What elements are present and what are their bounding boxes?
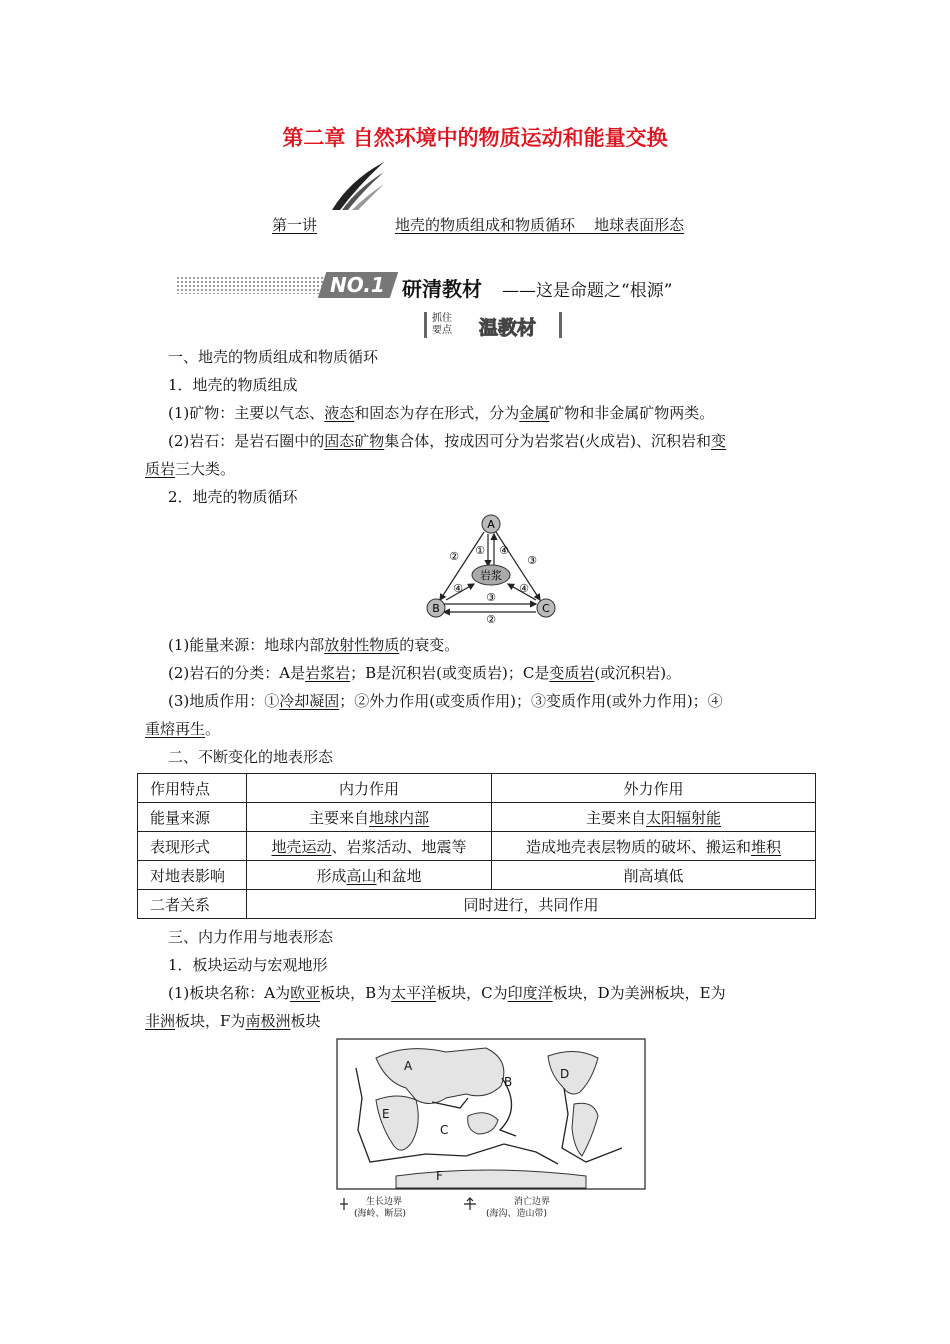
plate-label-c: C: [440, 1123, 449, 1137]
table-row: [138, 803, 816, 832]
table-cell: 造成地壳表层物质的破坏、搬运和堆积: [492, 832, 816, 861]
energy-line: (1)能量来源：地球内部放射性物质的衰变。: [168, 636, 460, 654]
plate-label-a: A: [404, 1059, 413, 1073]
table-header-cell: 作用特点: [138, 774, 247, 803]
row-label: 能量来源: [138, 803, 247, 832]
section3-sub1: 1．板块运动与宏观地形: [168, 956, 328, 974]
plate-label-b: B: [504, 1075, 513, 1089]
growth-boundary-icon: [340, 1198, 348, 1210]
banner-main: 研清教材: [402, 277, 482, 301]
table-row: [138, 832, 816, 861]
tag-frame: [424, 312, 562, 338]
section1-sub2: 2．地壳的物质循环: [168, 488, 298, 506]
section1-heading: 一、地壳的物质组成和物质循环: [168, 348, 379, 366]
table-header-cell: 内力作用: [247, 774, 492, 803]
lecture-topic: 地壳的物质组成和物质循环 地球表面形态: [395, 216, 685, 234]
section1-sub1: 1．地壳的物质组成: [168, 376, 298, 394]
table-cell: 主要来自太阳辐射能: [492, 803, 816, 832]
arrow-label: ②: [449, 550, 459, 563]
table-row: [138, 774, 816, 803]
arrow-label: ②: [486, 613, 496, 624]
node-a-label: A: [487, 518, 495, 531]
row-label: 表现形式: [138, 832, 247, 861]
node-b-label: B: [432, 602, 440, 615]
antarctica-land: [396, 1170, 586, 1188]
lecture-number: 第一讲: [272, 216, 318, 234]
rock-cycle-diagram: [418, 512, 566, 624]
plates-line-1: (1)板块名称：A为欧亚板块，B为太平洋板块，C为印度洋板块，D为美洲板块，E为: [168, 984, 726, 1002]
banner-sub: ——这是命题之“根源”: [502, 281, 673, 301]
plates-line-2: 非洲板块，F为南极洲板块: [145, 1012, 321, 1030]
legend-growth-note: (海岭、断层): [354, 1209, 407, 1219]
table-cell: 主要来自地球内部: [247, 803, 492, 832]
process-line-1: (3)地质作用：①冷却凝固；②外力作用(或变质作用)；③变质作用(或外力作用)；④: [168, 692, 723, 710]
table-header-cell: 外力作用: [492, 774, 816, 803]
minerals-line: (1)矿物：主要以气态、液态和固态为存在形式，分为金属矿物和非金属矿物两类。: [168, 404, 715, 422]
legend-growth-title: 生长边界: [366, 1197, 403, 1207]
magma-label: 岩浆: [480, 569, 502, 582]
arrow-label: ④: [453, 582, 463, 595]
table-cell: 削高填低: [492, 861, 816, 890]
rocks-line-1: (2)岩石：是岩石圈中的固态矿物集合体，按成因可分为岩浆岩(火成岩)、沉积岩和变: [168, 432, 726, 450]
table-cell: 地壳运动、岩浆活动、地震等: [247, 832, 492, 861]
map-legend: [340, 1195, 550, 1219]
plate-map: [336, 1038, 646, 1220]
table-row: [138, 861, 816, 890]
section2-heading: 二、不断变化的地表形态: [168, 748, 334, 766]
swoosh-decoration-icon: [330, 160, 386, 212]
table-cell: 同时进行，共同作用: [247, 890, 816, 919]
subduction-boundary-icon: [464, 1198, 476, 1210]
tag-big: 温教材: [479, 317, 537, 339]
tag-small-bottom: 要点: [432, 325, 452, 336]
legend-subduction-title: 消亡边界: [514, 1197, 551, 1207]
node-c-label: C: [542, 602, 550, 615]
banner-dots: [176, 276, 328, 294]
legend-subduction-note: (海沟、造山带): [486, 1209, 548, 1219]
plate-label-d: D: [560, 1067, 570, 1081]
process-line-2: 重熔再生。: [145, 720, 221, 738]
chapter-title: 第二章 自然环境中的物质运动和能量交换: [282, 126, 668, 150]
row-label: 二者关系: [138, 890, 247, 919]
table-cell: 形成高山和盆地: [247, 861, 492, 890]
section3-heading: 三、内力作用与地表形态: [168, 928, 334, 946]
arrow-label: ③: [486, 591, 496, 604]
arrow-label: ④: [499, 544, 509, 557]
row-label: 对地表影响: [138, 861, 247, 890]
arrow-label: ①: [475, 544, 485, 557]
plate-label-e: E: [382, 1107, 390, 1121]
table-row: [138, 890, 816, 919]
arrow-label: ④: [519, 582, 529, 595]
arrow-label: ③: [527, 554, 537, 567]
forces-table: [137, 773, 816, 919]
plate-label-f: F: [436, 1169, 443, 1183]
tag-small-top: 抓住: [432, 313, 452, 324]
banner-badge: NO.1: [330, 273, 385, 297]
classify-line: (2)岩石的分类：A是岩浆岩；B是沉积岩(或变质岩)；C是变质岩(或沉积岩)。: [168, 664, 682, 682]
rocks-line-2: 质岩三大类。: [145, 460, 236, 478]
